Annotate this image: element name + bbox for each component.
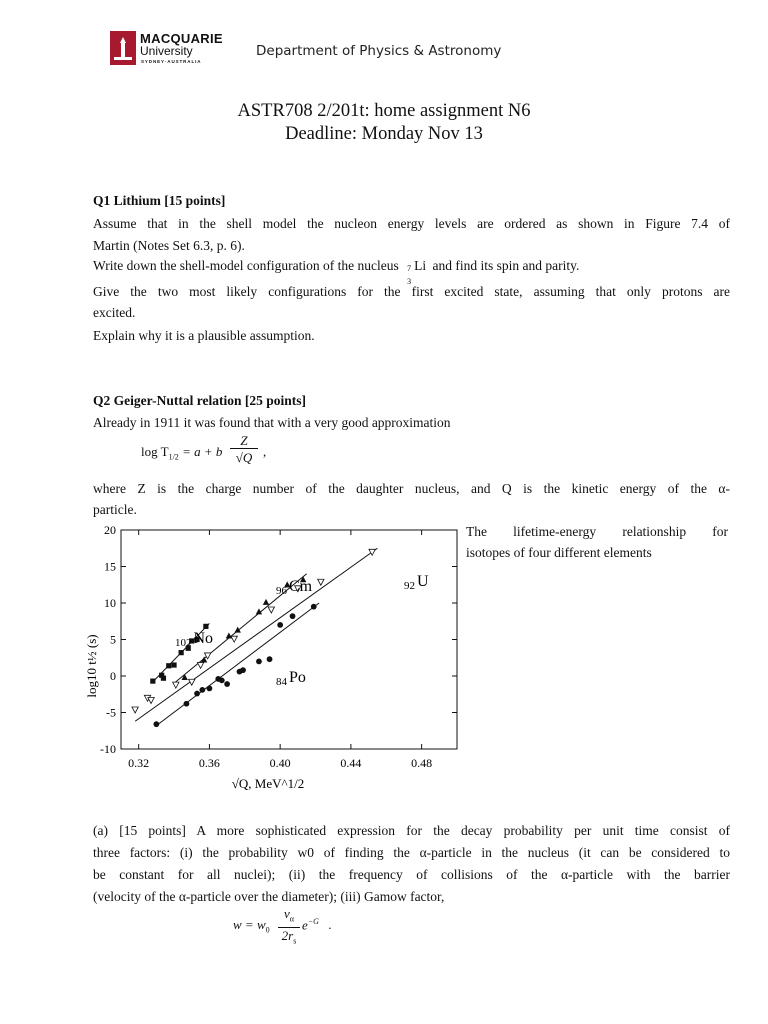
square-marker [166, 663, 171, 668]
circle-marker [311, 604, 317, 610]
y-tick-label: 0 [110, 669, 116, 683]
triangle-down-marker [148, 697, 154, 703]
circle-marker [256, 659, 262, 665]
q1-line-3-start: Write down the shell-model configuration of the nucleus [93, 258, 399, 273]
circle-marker [194, 691, 200, 697]
q2-where-line-2: particle. [93, 502, 137, 517]
triangle-up-marker [226, 632, 232, 638]
triangle-down-marker [173, 682, 179, 688]
series-labels [175, 573, 429, 688]
x-tick-label: 0.40 [269, 756, 291, 770]
formula2-exponent: −G [307, 917, 319, 926]
circle-marker [240, 667, 246, 673]
nucleus-atomic-number: 3 [407, 277, 412, 286]
circle-marker [290, 613, 296, 619]
logo-brand-name: MACQUARIE [140, 31, 223, 46]
y-tick-labels [100, 523, 116, 756]
formula-log-t: log T [141, 444, 169, 459]
triangle-up-marker [201, 657, 207, 663]
part-a-line-2: three factors: (i) the probability w0 of finding the α-particle in the nucleus (it can be considered to [93, 845, 730, 860]
q1-line-4: Give the two most likely configurations for the first excited state, assuming that only protons are [93, 284, 730, 299]
x-axis-label [232, 776, 304, 791]
circle-marker [224, 681, 230, 687]
circle-marker [277, 622, 283, 628]
logo-location: SYDNEY·AUSTRALIA [141, 59, 202, 64]
formula2-denominator: 2r [281, 927, 294, 943]
geiger-nuttall-formula [141, 444, 222, 462]
q1-line-3-end: and find its spin and parity. [432, 258, 580, 273]
formula-numerator: Z [240, 433, 248, 448]
chart-caption-line-2: isotopes of four different elements [466, 545, 652, 560]
assignment-title: ASTR708 2/201t: home assignment N6 [237, 101, 531, 121]
x-tick-labels [128, 756, 432, 770]
q2-where-line-1: where Z is the charge number of the daughter nucleus, and Q is the kinetic energy of the α- [93, 481, 730, 496]
triangle-down-marker [204, 653, 210, 659]
logo-lighthouse-icon [110, 31, 136, 65]
q1-line-2: Martin (Notes Set 6.3, p. 6). [93, 238, 245, 253]
part-a-line-1: (a) [15 points] A more sophisticated expression for the decay probability per unit time consist of [93, 823, 730, 838]
triangle-down-marker [132, 707, 138, 713]
q2-line-1: Already in 1911 it was found that with a very good approximation [93, 415, 451, 430]
y-tick-label: 15 [104, 559, 116, 574]
circle-marker [207, 686, 213, 692]
q2-heading: Q2 Geiger-Nuttal relation [25 points] [93, 393, 306, 408]
formula2-w0-subscript: 0 [265, 925, 270, 935]
y-tick-label: -10 [100, 742, 116, 756]
q1-line-3 [93, 258, 580, 286]
x-tick-label: 0.48 [411, 756, 433, 770]
y-tick-label: 20 [104, 523, 116, 537]
triangle-down-marker [268, 607, 274, 613]
chart-ticks [121, 530, 457, 749]
formula2-exponential [302, 917, 331, 933]
formula-denominator: √Q [235, 450, 253, 465]
series-label: 96 Cm [276, 578, 313, 597]
chart-caption-line-1: The lifetime-energy relationship for [466, 524, 728, 539]
formula2-fraction [278, 906, 300, 949]
triangle-down-marker [369, 549, 375, 555]
q1-line-1: Assume that in the shell model the nucleon energy levels are ordered as shown in Figure 7.4 of [93, 216, 730, 231]
square-marker [150, 679, 155, 684]
circle-marker [184, 701, 190, 707]
triangle-up-marker [235, 627, 241, 633]
decay-formula [233, 917, 270, 935]
nucleus-symbol: Li [414, 258, 427, 273]
fit-line [135, 548, 377, 721]
y-tick-label: 5 [110, 632, 116, 647]
y-tick-label: 10 [104, 596, 116, 610]
formula2-s-subscript: s [293, 936, 297, 946]
triangle-up-marker [181, 674, 187, 680]
series-label: 92 U [404, 573, 429, 592]
formula-half-subscript: 1/2 [168, 452, 179, 462]
triangle-down-marker [231, 636, 237, 642]
chart-frame [121, 530, 457, 749]
university-logo-shield [110, 31, 136, 65]
formula2-e: e [302, 917, 308, 933]
x-tick-label: 0.36 [198, 756, 220, 770]
geiger-nuttall-chart [80, 518, 460, 808]
x-tick-label: 0.44 [340, 756, 362, 770]
nucleus-mass-number: 7 [407, 264, 412, 273]
square-marker [161, 676, 166, 681]
q1-line-6: Explain why it is a plausible assumption. [93, 328, 315, 343]
y-axis-label: log10 t½ (s) [84, 634, 99, 698]
formula2-lhs: w = w [233, 917, 266, 932]
formula2-alpha-subscript: α [289, 914, 294, 924]
fit-line [156, 603, 319, 726]
circle-marker [267, 656, 273, 662]
square-marker [179, 650, 184, 655]
part-a-line-3: be constant for all nuclei); (ii) the frequency of collisions of the α-particle with the barrier [93, 867, 730, 882]
circle-marker [153, 721, 159, 727]
triangle-up-marker [263, 599, 269, 605]
part-a-line-4: (velocity of the α-particle over the diameter); (iii) Gamow factor, [93, 889, 445, 904]
assignment-deadline: Deadline: Monday Nov 13 [285, 124, 483, 144]
formula-fraction [230, 433, 258, 466]
series-label: 84 Po [276, 669, 306, 688]
series-label: 102 No [175, 630, 214, 649]
x-tick-label: 0.32 [128, 756, 150, 770]
y-tick-label: -5 [106, 705, 116, 720]
triangle-down-marker [197, 662, 203, 668]
triangle-down-marker [318, 579, 324, 585]
logo-brand-subtitle: University [140, 44, 193, 58]
svg-text:√Q, MeV^1/2: √Q, MeV^1/2 [231, 776, 305, 791]
formula2-period: . [328, 917, 332, 933]
formula-rhs: = a + b [182, 444, 223, 459]
square-marker [171, 662, 176, 667]
department-name: Department of Physics & Astronomy [256, 43, 502, 59]
fit-lines [135, 548, 377, 725]
formula-comma: , [263, 444, 267, 459]
square-marker [203, 624, 208, 629]
q1-heading: Q1 Lithium [15 points] [93, 193, 226, 208]
circle-marker [219, 677, 225, 683]
circle-marker [199, 687, 205, 693]
formula2-numerator: v [284, 906, 290, 921]
q1-line-5: excited. [93, 305, 136, 320]
